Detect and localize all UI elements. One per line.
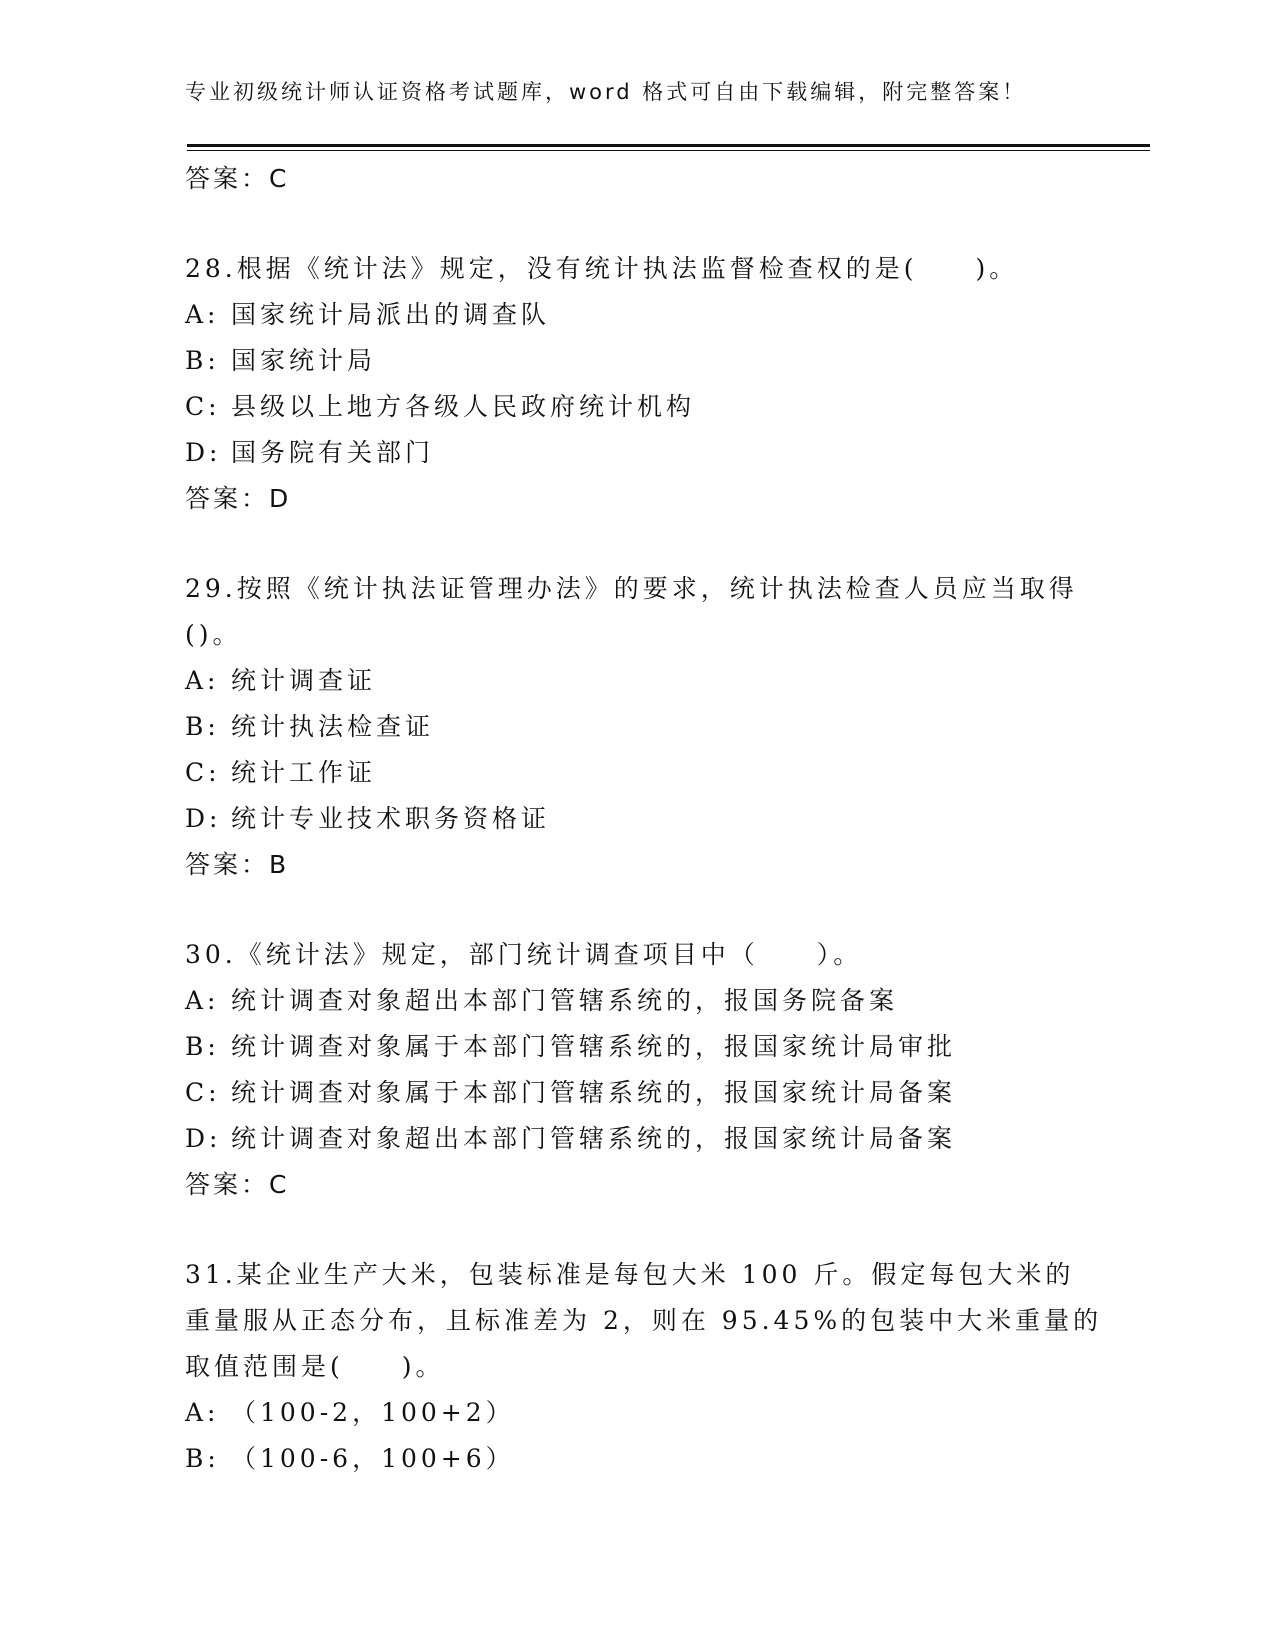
option-key: D: <box>185 804 222 833</box>
option-key: C: <box>185 392 221 421</box>
option-item <box>185 292 1085 338</box>
option-item <box>185 1024 1085 1070</box>
header-divider-thin <box>187 150 1150 151</box>
option-item <box>185 1436 1085 1482</box>
option-text: 国家统计局派出的调查队 <box>231 300 551 329</box>
option-item <box>185 978 1085 1024</box>
question-block <box>185 1252 1103 1482</box>
question-stem: 31.某企业生产大米，包装标准是每包大米 100 斤。假定每包大米的 <box>185 1260 1075 1289</box>
question-stem-cont: 重量服从正态分布，且标准差为 2，则在 95.45%的包装中大米重量的 <box>185 1306 1103 1335</box>
page-header: 专业初级统计师认证资格考试题库，word 格式可自由下载编辑，附完整答案！ <box>185 80 1027 104</box>
answer-line: 答案：B <box>185 850 290 879</box>
option-text: 统计调查对象超出本部门管辖系统的，报国家统计局备案 <box>231 1124 957 1153</box>
option-item <box>185 1390 1085 1436</box>
option-key: B: <box>185 712 220 741</box>
question-stem: 29.按照《统计执法证管理办法》的要求，统计执法检查人员应当取得 <box>185 574 1078 603</box>
option-item <box>185 1116 1085 1162</box>
option-key: A: <box>185 986 220 1015</box>
option-key: D: <box>185 438 222 467</box>
option-item <box>185 658 1085 704</box>
option-text: 统计工作证 <box>231 758 377 787</box>
option-item <box>185 704 1085 750</box>
answer-line: 答案：D <box>185 484 292 513</box>
option-text: （100-2，100+2） <box>231 1398 515 1427</box>
option-key: C: <box>185 758 221 787</box>
option-text: （100-6，100+6） <box>231 1444 515 1473</box>
option-text: 统计调查证 <box>231 666 377 695</box>
option-text: 国务院有关部门 <box>231 438 435 467</box>
option-text: 统计调查对象超出本部门管辖系统的，报国务院备案 <box>231 986 899 1015</box>
option-item <box>185 1070 1085 1116</box>
header-divider <box>187 144 1150 147</box>
answer-line: 答案：C <box>185 1170 290 1199</box>
option-key: A: <box>185 300 220 329</box>
option-key: B: <box>185 1444 220 1473</box>
question-block <box>185 246 1085 522</box>
option-text: 统计调查对象属于本部门管辖系统的，报国家统计局备案 <box>231 1078 957 1107</box>
answer-line: 答案：C <box>185 164 290 193</box>
option-key: A: <box>185 1398 220 1427</box>
question-stem-cont: 取值范围是( )。 <box>185 1352 445 1381</box>
question-block <box>185 932 1085 1208</box>
option-text: 统计专业技术职务资格证 <box>231 804 551 833</box>
option-key: B: <box>185 1032 220 1061</box>
option-key: C: <box>185 1078 221 1107</box>
option-text: 国家统计局 <box>231 346 377 375</box>
option-item <box>185 796 1085 842</box>
option-item <box>185 338 1085 384</box>
option-text: 统计调查对象属于本部门管辖系统的，报国家统计局审批 <box>231 1032 957 1061</box>
question-list <box>185 156 1103 1482</box>
option-key: D: <box>185 1124 222 1153</box>
option-item <box>185 750 1085 796</box>
option-text: 县级以上地方各级人民政府统计机构 <box>231 392 696 421</box>
question-stem-cont: ()。 <box>185 620 242 649</box>
option-key: A: <box>185 666 220 695</box>
option-item <box>185 384 1085 430</box>
question-block <box>185 566 1085 888</box>
option-item <box>185 430 1085 476</box>
option-key: B: <box>185 346 220 375</box>
question-stem: 30.《统计法》规定，部门统计调查项目中（ ）。 <box>185 940 863 969</box>
question-stem: 28.根据《统计法》规定，没有统计执法监督检查权的是( )。 <box>185 254 1019 283</box>
option-text: 统计执法检查证 <box>231 712 435 741</box>
